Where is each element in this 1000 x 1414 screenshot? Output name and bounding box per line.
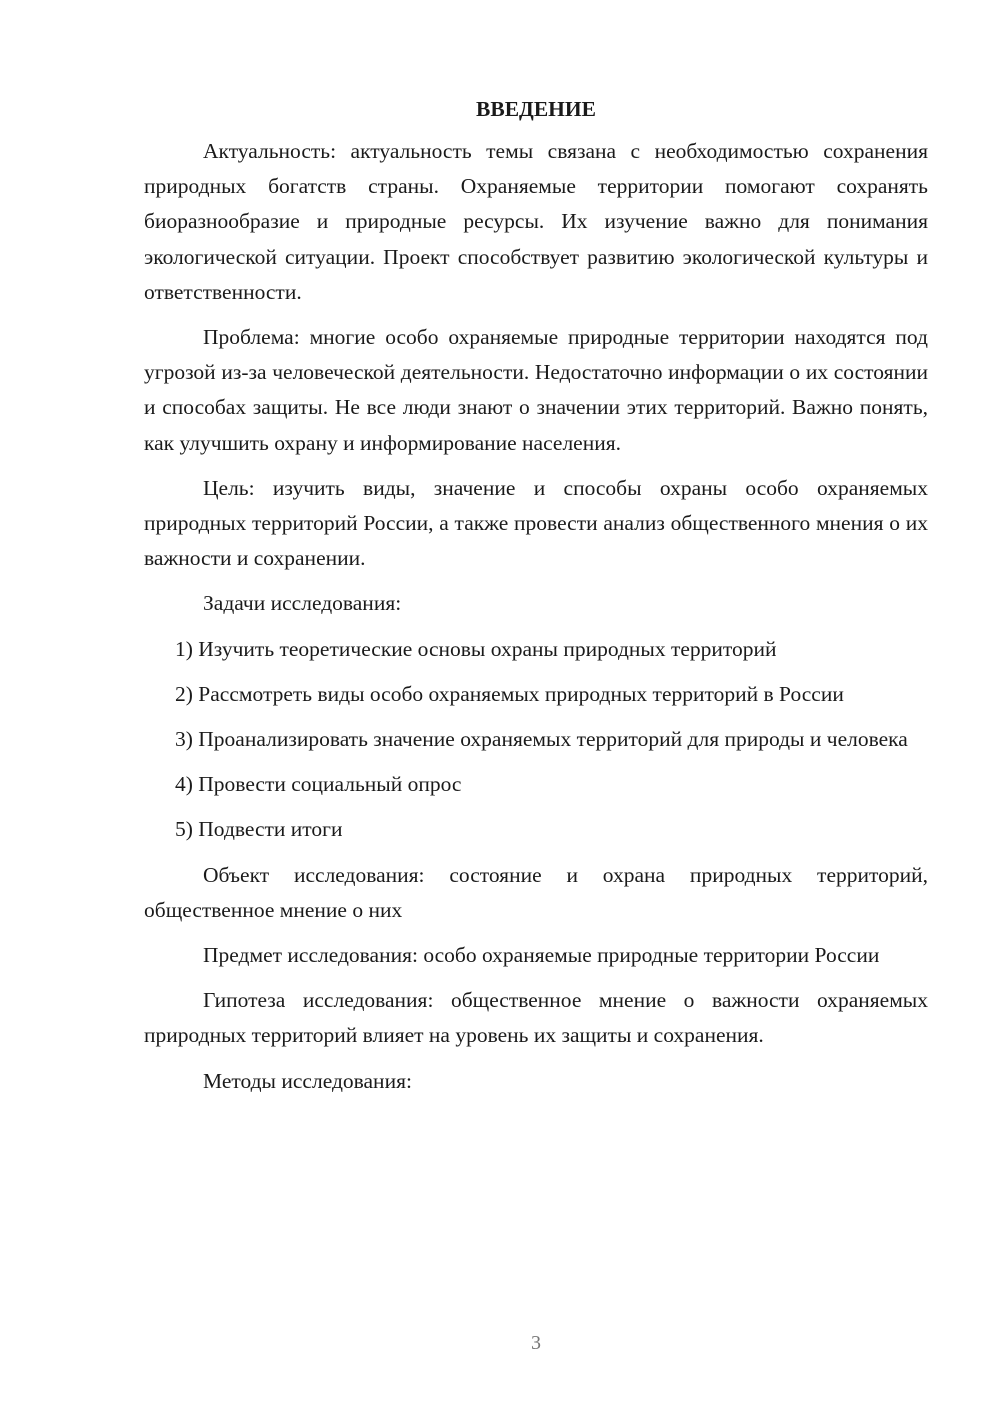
task-item-2: 2) Рассмотреть виды особо охраняемых природных территорий в России: [175, 681, 844, 706]
problem-paragraph: Проблема: многие особо охраняемые природные территории находятся под угрозой из-за человеческой деятельности. Недостаточно информации о их состоянии и способах защиты. Не все люди знают о значении этих территорий. Важно понять, как улучшить охрану и информирование населения.: [144, 325, 928, 455]
methods-title: Методы исследования:: [203, 1068, 412, 1093]
document-page: [144, 94, 928, 1109]
object-paragraph: Объект исследования: состояние и охрана природных территорий, общественное мнение о них: [144, 862, 928, 922]
section-heading: ВВЕДЕНИЕ: [476, 97, 596, 121]
goal-paragraph: Цель: изучить виды, значение и способы охраны особо охраняемых природных территорий России, а также провести анализ общественного мнения о их важности и сохранении.: [144, 475, 928, 571]
task-item-5: 5) Подвести итоги: [175, 817, 343, 842]
tasks-title: Задачи исследования:: [203, 591, 402, 616]
hypothesis-paragraph: Гипотеза исследования: общественное мнение о важности охраняемых природных территорий влияет на уровень их защиты и сохранения.: [144, 988, 928, 1048]
task-item-4: 4) Провести социальный опрос: [175, 772, 462, 797]
relevance-paragraph: Актуальность: актуальность темы связана с необходимостью сохранения природных богатств страны. Охраняемые территории помогают сохранять биоразнообразие и природные ресурсы. Их изучение важно для понимания экологической ситуации. Проект способствует развитию экологической культуры и ответственности.: [144, 139, 928, 304]
page-number: 3: [531, 1332, 541, 1354]
task-item-3: 3) Проанализировать значение охраняемых территорий для природы и человека: [175, 727, 908, 752]
task-item-1: 1) Изучить теоретические основы охраны природных территорий: [175, 636, 777, 661]
subject-paragraph: Предмет исследования: особо охраняемые природные территории России: [203, 943, 880, 968]
